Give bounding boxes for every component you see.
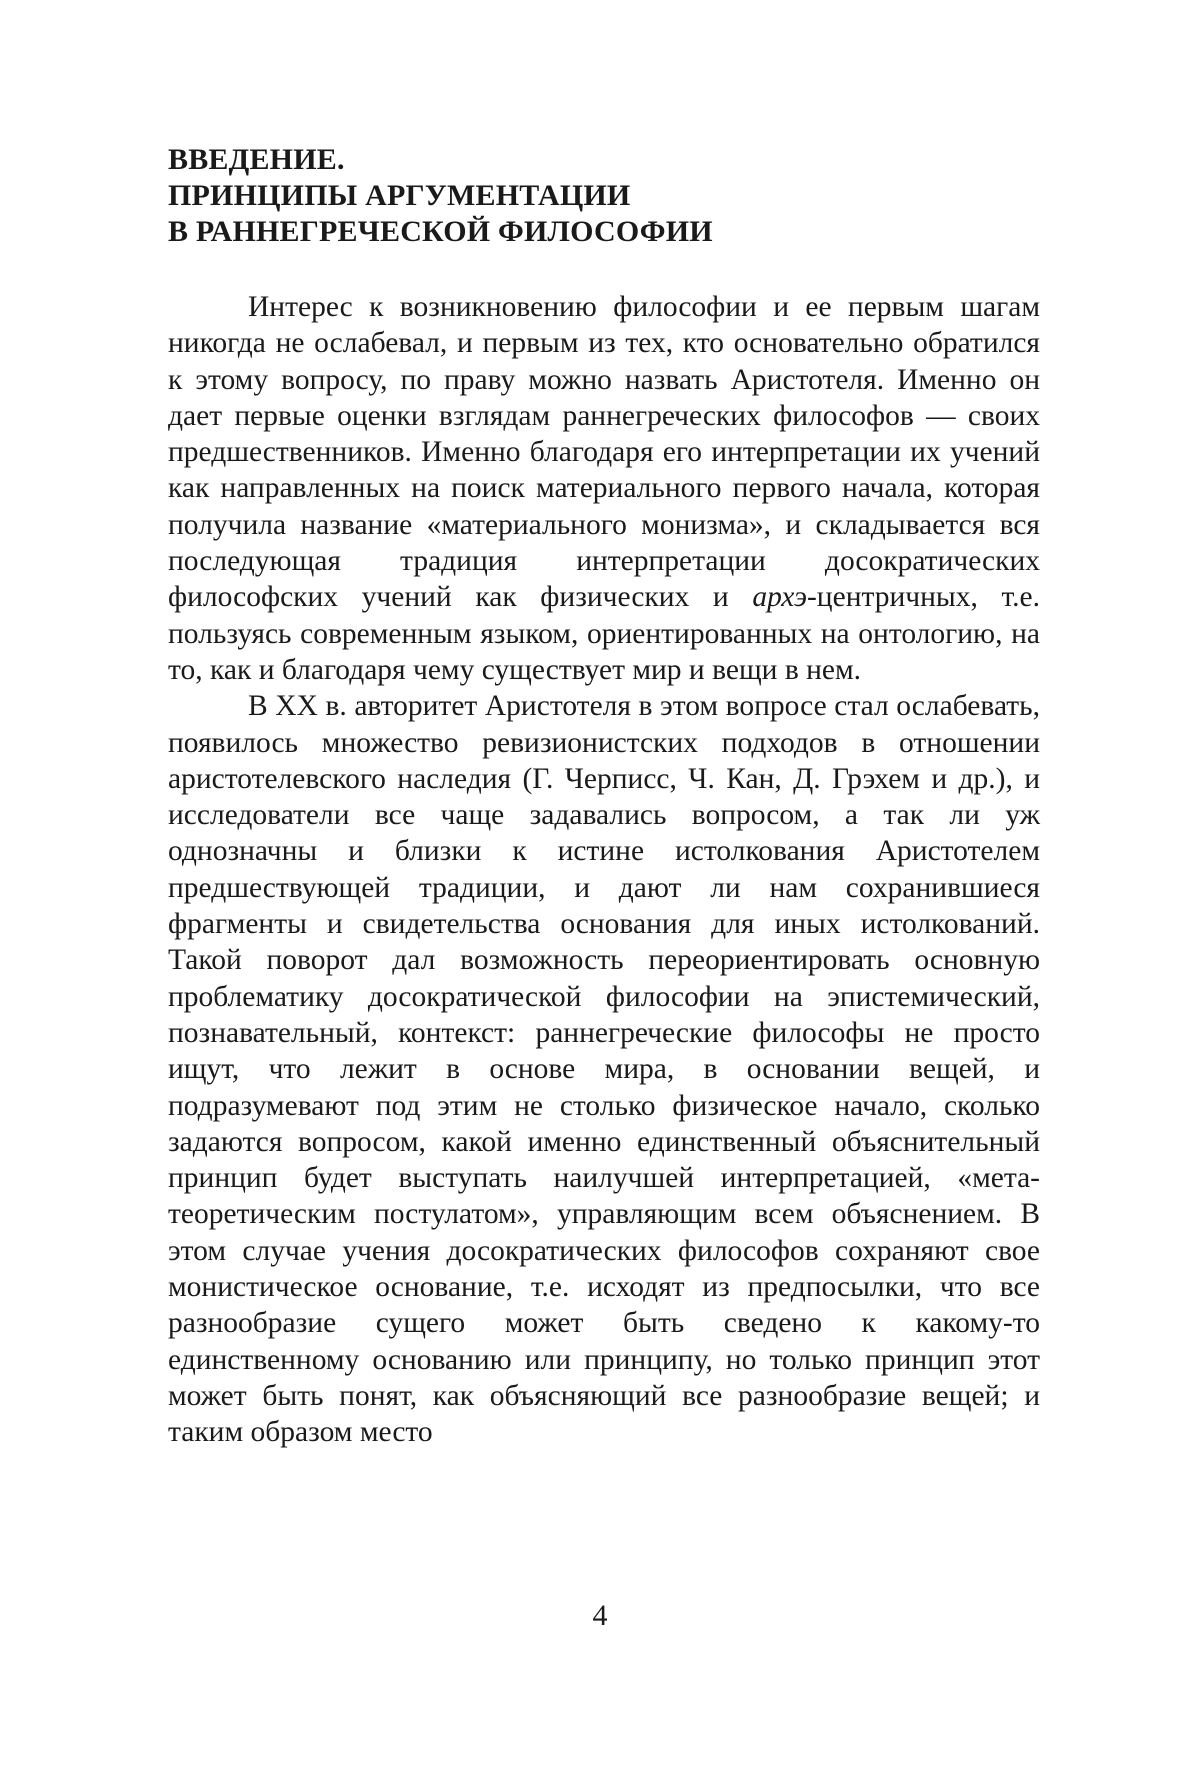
chapter-heading bbox=[168, 142, 1048, 250]
heading-line-2: ПРИНЦИПЫ АРГУМЕНТАЦИИ bbox=[168, 179, 631, 212]
paragraph-1-text-start: Интерес к возникновению философии и ее первым шагам никогда не ослабевал, и первым из тех, кто основательно обратился к этому вопросу, по праву можно назвать Аристотеля. Именно он дает первые оценки взглядам раннегреческих философов — своих предшественников. Именно благодаря его интерпретации их учений как направленных на поиск материального первого начала, которая получила название «материального монизма», и складывается вся последующая традиция интерпретации досократических философских учений как физических и bbox=[168, 291, 1040, 614]
italic-term: архэ bbox=[752, 581, 807, 614]
page-number: 4 bbox=[592, 1599, 608, 1632]
paragraph-2: В XX в. авторитет Аристотеля в этом вопросе стал ослабевать, появилось множество ревизионистских подходов в отношении аристотелевского наследия (Г. Черписс, Ч. Кан, Д. Грэхем и др.), и исследователи все чаще задавались вопросом, а так ли уж однозначны и близки к истине истолкования Аристотелем предшествующей традиции, и дают ли нам сохранившиеся фрагменты и свидетельства основания для иных истолкований. Такой поворот дал возможность переориентировать основную проблематику досократической философии на эпистемический, познавательный, контекст: раннегреческие философы не просто ищут, что лежит в основе мира, в основании вещей, и подразумевают под этим не столько физическое начало, сколько задаются вопросом, какой именно единственный объяснительный принцип будет выступать наилучшей интерпретацией, «мета-теоретическим постулатом», управляющим всем объяснением. В этом случае учения досократических философов сохраняют свое монистическое основание, т.е. исходят из предпосылки, что все разнообразие сущего может быть сведено к какому-то единственному основанию или принципу, но только принцип этот может быть понят, как объясняющий все разнообразие вещей; и таким образом место bbox=[168, 690, 1040, 1449]
heading-line-3: В РАННЕГРЕЧЕСКОЙ ФИЛОСОФИИ bbox=[168, 215, 713, 248]
heading-line-1: ВВЕДЕНИЕ. bbox=[168, 143, 345, 176]
body-text bbox=[168, 289, 1040, 1451]
paragraph-1-text-end: -центричных, т.е. пользуясь современным языком, ориентированных на онтологию, на то, как и благодаря чему существует мир и вещи в нем. bbox=[168, 581, 1040, 686]
paragraph-1 bbox=[168, 289, 1040, 688]
